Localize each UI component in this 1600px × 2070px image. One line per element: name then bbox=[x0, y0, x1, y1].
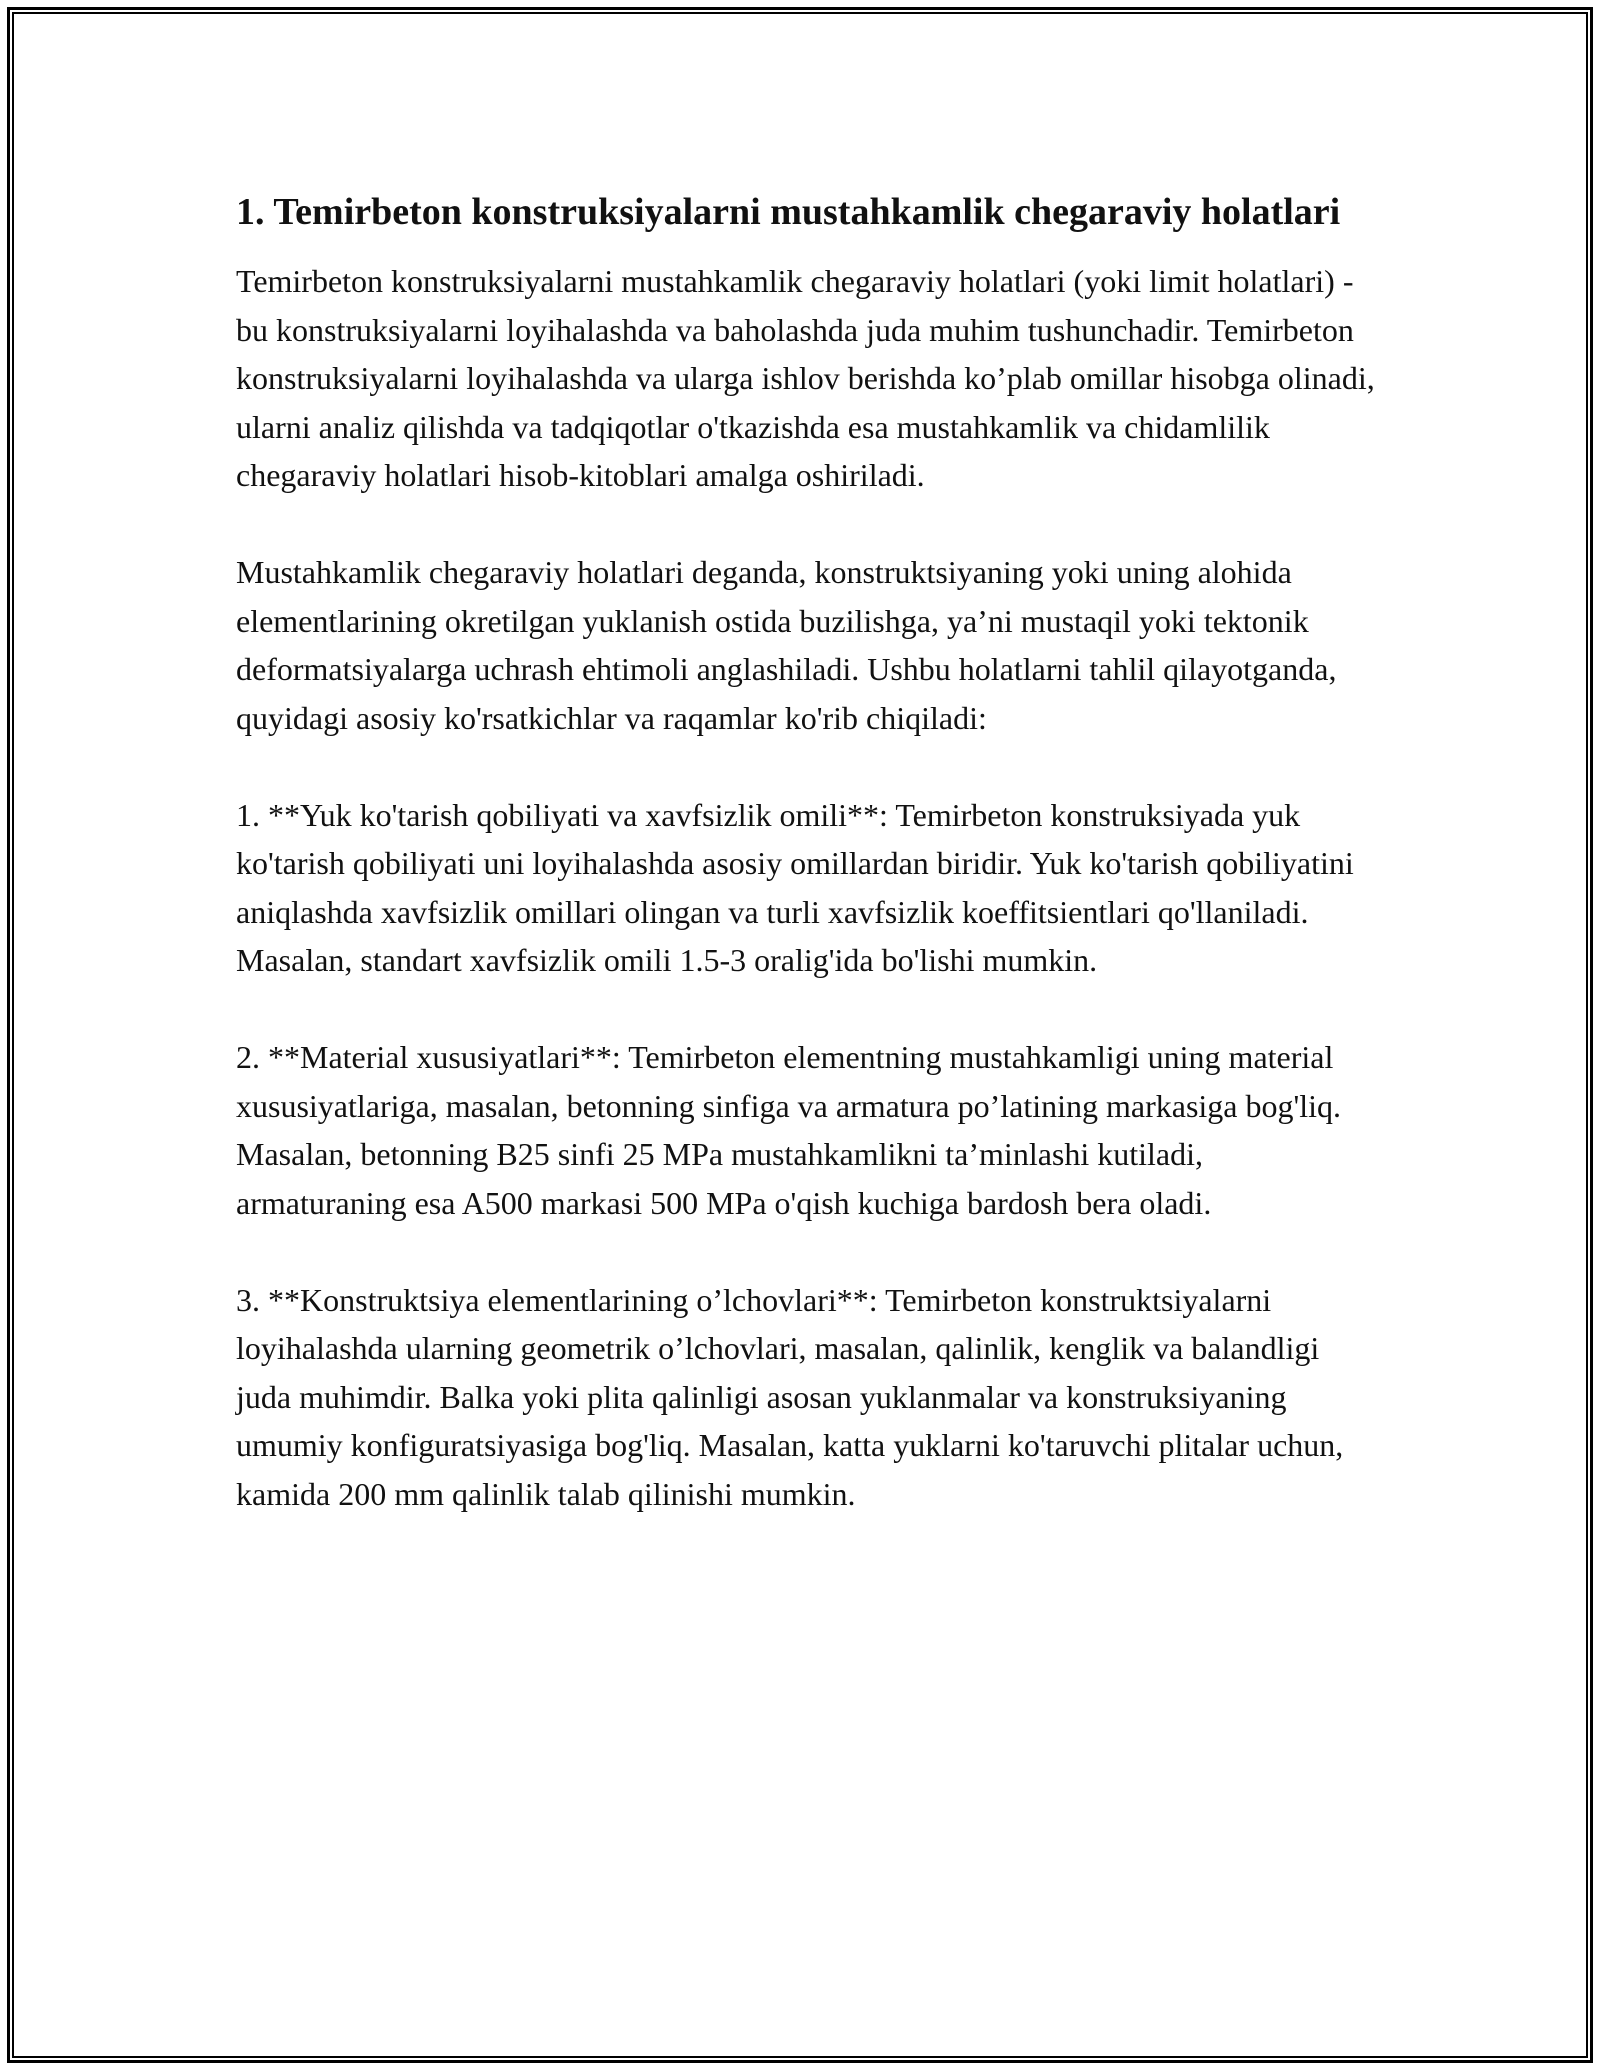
paragraph-item-2: 2. **Material xususiyatlari**: Temirbeton elementning mustahkamligi uning material xususiyatlariga, masalan, betonning sinfiga va armatura po’latining markasiga bog'liq. Masalan, betonning B25 sinfi 25 MPa mustahkamlikni ta’minlashi kutiladi, armaturaning esa A500 markasi 500 MPa o'qish kuchiga bardosh bera oladi. bbox=[236, 1039, 1342, 1221]
paragraph-definition: Mustahkamlik chegaraviy holatlari deganda, konstruktsiyaning yoki uning alohida elementlarining okretilgan yuklanish ostida buzilishga, ya’ni mustaqil yoki tektonik deformatsiyalarga uchrash ehtimoli anglashiladi. Ushbu holatlarni tahlil qilayotganda, quyidagi asosiy ko'rsatkichlar va raqamlar ko'rib chiqiladi: bbox=[236, 554, 1337, 736]
document-title: 1. Temirbeton konstruksiyalarni mustahkamlik chegaraviy holatlari bbox=[236, 191, 1341, 233]
document-body bbox=[236, 185, 1376, 1567]
paragraph-item-1: 1. **Yuk ko'tarish qobiliyati va xavfsizlik omili**: Temirbeton konstruksiyada yuk ko'tarish qobiliyati uni loyihalashda asosiy omillardan biridir. Yuk ko'tarish qobiliyatini aniqlashda xavfsizlik omillari olingan va turli xavfsizlik koeffitsientlari qo'llaniladi. Masalan, standart xavfsizlik omili 1.5-3 oralig'ida bo'lishi mumkin. bbox=[236, 796, 1354, 978]
paragraph-item-3: 3. **Konstruktsiya elementlarining o’lchovlari**: Temirbeton konstruktsiyalarni loyihalashda ularning geometrik o’lchovlari, masalan, qalinlik, kenglik va balandligi juda muhimdir. Balka yoki plita qalinligi asosan yuklanmalar va konstruksiyaning umumiy konfiguratsiyasiga bog'liq. Masalan, katta yuklarni ko'taruvchi plitalar uchun, kamida 200 mm qalinlik talab qilinishi mumkin. bbox=[236, 1281, 1344, 1512]
paragraph-intro: Temirbeton konstruksiyalarni mustahkamlik chegaraviy holatlari (yoki limit holatlari) - bu konstruksiyalarni loyihalashda va baholashda juda muhim tushunchadir. Temirbeton konstruksiyalarni loyihalashda va ularga ishlov berishda ko’plab omillar hisobga olinadi, ularni analiz qilishda va tadqiqotlar o'tkazishda esa mustahkamlik va chidamlilik chegaraviy holatlari hisob-kitoblari amalga oshiriladi. bbox=[236, 263, 1375, 493]
